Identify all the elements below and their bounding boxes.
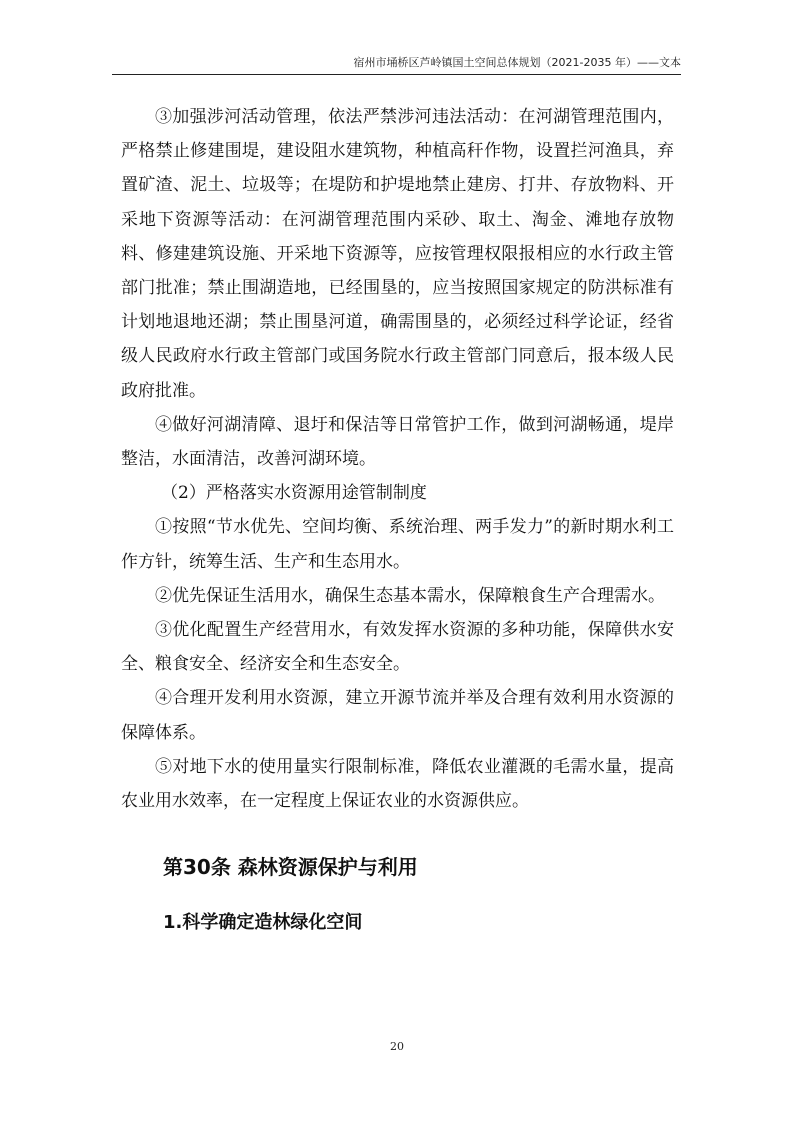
- subheading-water-use-control: （2）严格落实水资源用途管制制度: [161, 483, 427, 504]
- list-item: ①按照“节水优先、空间均衡、系统治理、两手发力”的新时期水利工作方针，统筹生活、生产和生态用水。: [121, 517, 674, 572]
- section-title: 1.科学确定造林绿化空间: [163, 912, 363, 934]
- list-item: ③优化配置生产经营用水，有效发挥水资源的多种功能，保障供水安全、粮食安全、经济安全和生态安全。: [121, 620, 674, 675]
- article-title: 第30条 森林资源保护与利用: [163, 855, 418, 880]
- list-item: ②优先保证生活用水，确保生态基本需水，保障粮食生产合理需水。: [155, 585, 665, 606]
- paragraph-river-management: ③加强涉河活动管理，依法严禁涉河违法活动：在河湖管理范围内，严格禁止修建围堤，建设阻水建筑物，种植高秆作物，设置拦河渔具，弃置矿渣、泥土、垃圾等；在堤防和护堤地禁止建房、打井、存放物料、开采地下资源等活动：在河湖管理范围内采砂、取土、淘金、滩地存放物料、修建建筑设施、开采地下资源等，应按管理权限报相应的水行政主管部门批准；禁止围湖造地，已经围垦的，应当按照国家规定的防洪标准有计划地退地还湖；禁止围垦河道，确需围垦的，必须经过科学论证，经省级人民政府水行政主管部门或国务院水行政主管部门同意后，报本级人民政府批准。: [121, 107, 674, 401]
- paragraph-river-maintenance: ④做好河湖清障、退圩和保洁等日常管护工作，做到河湖畅通，堤岸整洁，水面清洁，改善河湖环境。: [121, 414, 674, 470]
- running-header: [112, 56, 681, 75]
- header-title: 宿州市埇桥区芦岭镇国土空间总体规划（2021-2035 年）——文本: [353, 56, 681, 69]
- document-body: [121, 100, 674, 938]
- list-item: ④合理开发利用水资源，建立开源节流并举及合理有效利用水资源的保障体系。: [121, 688, 674, 743]
- list-item: ⑤对地下水的使用量实行限制标准，降低农业灌溉的毛需水量，提高农业用水效率，在一定程度上保证农业的水资源供应。: [121, 756, 674, 812]
- page-number: 20: [390, 1040, 404, 1053]
